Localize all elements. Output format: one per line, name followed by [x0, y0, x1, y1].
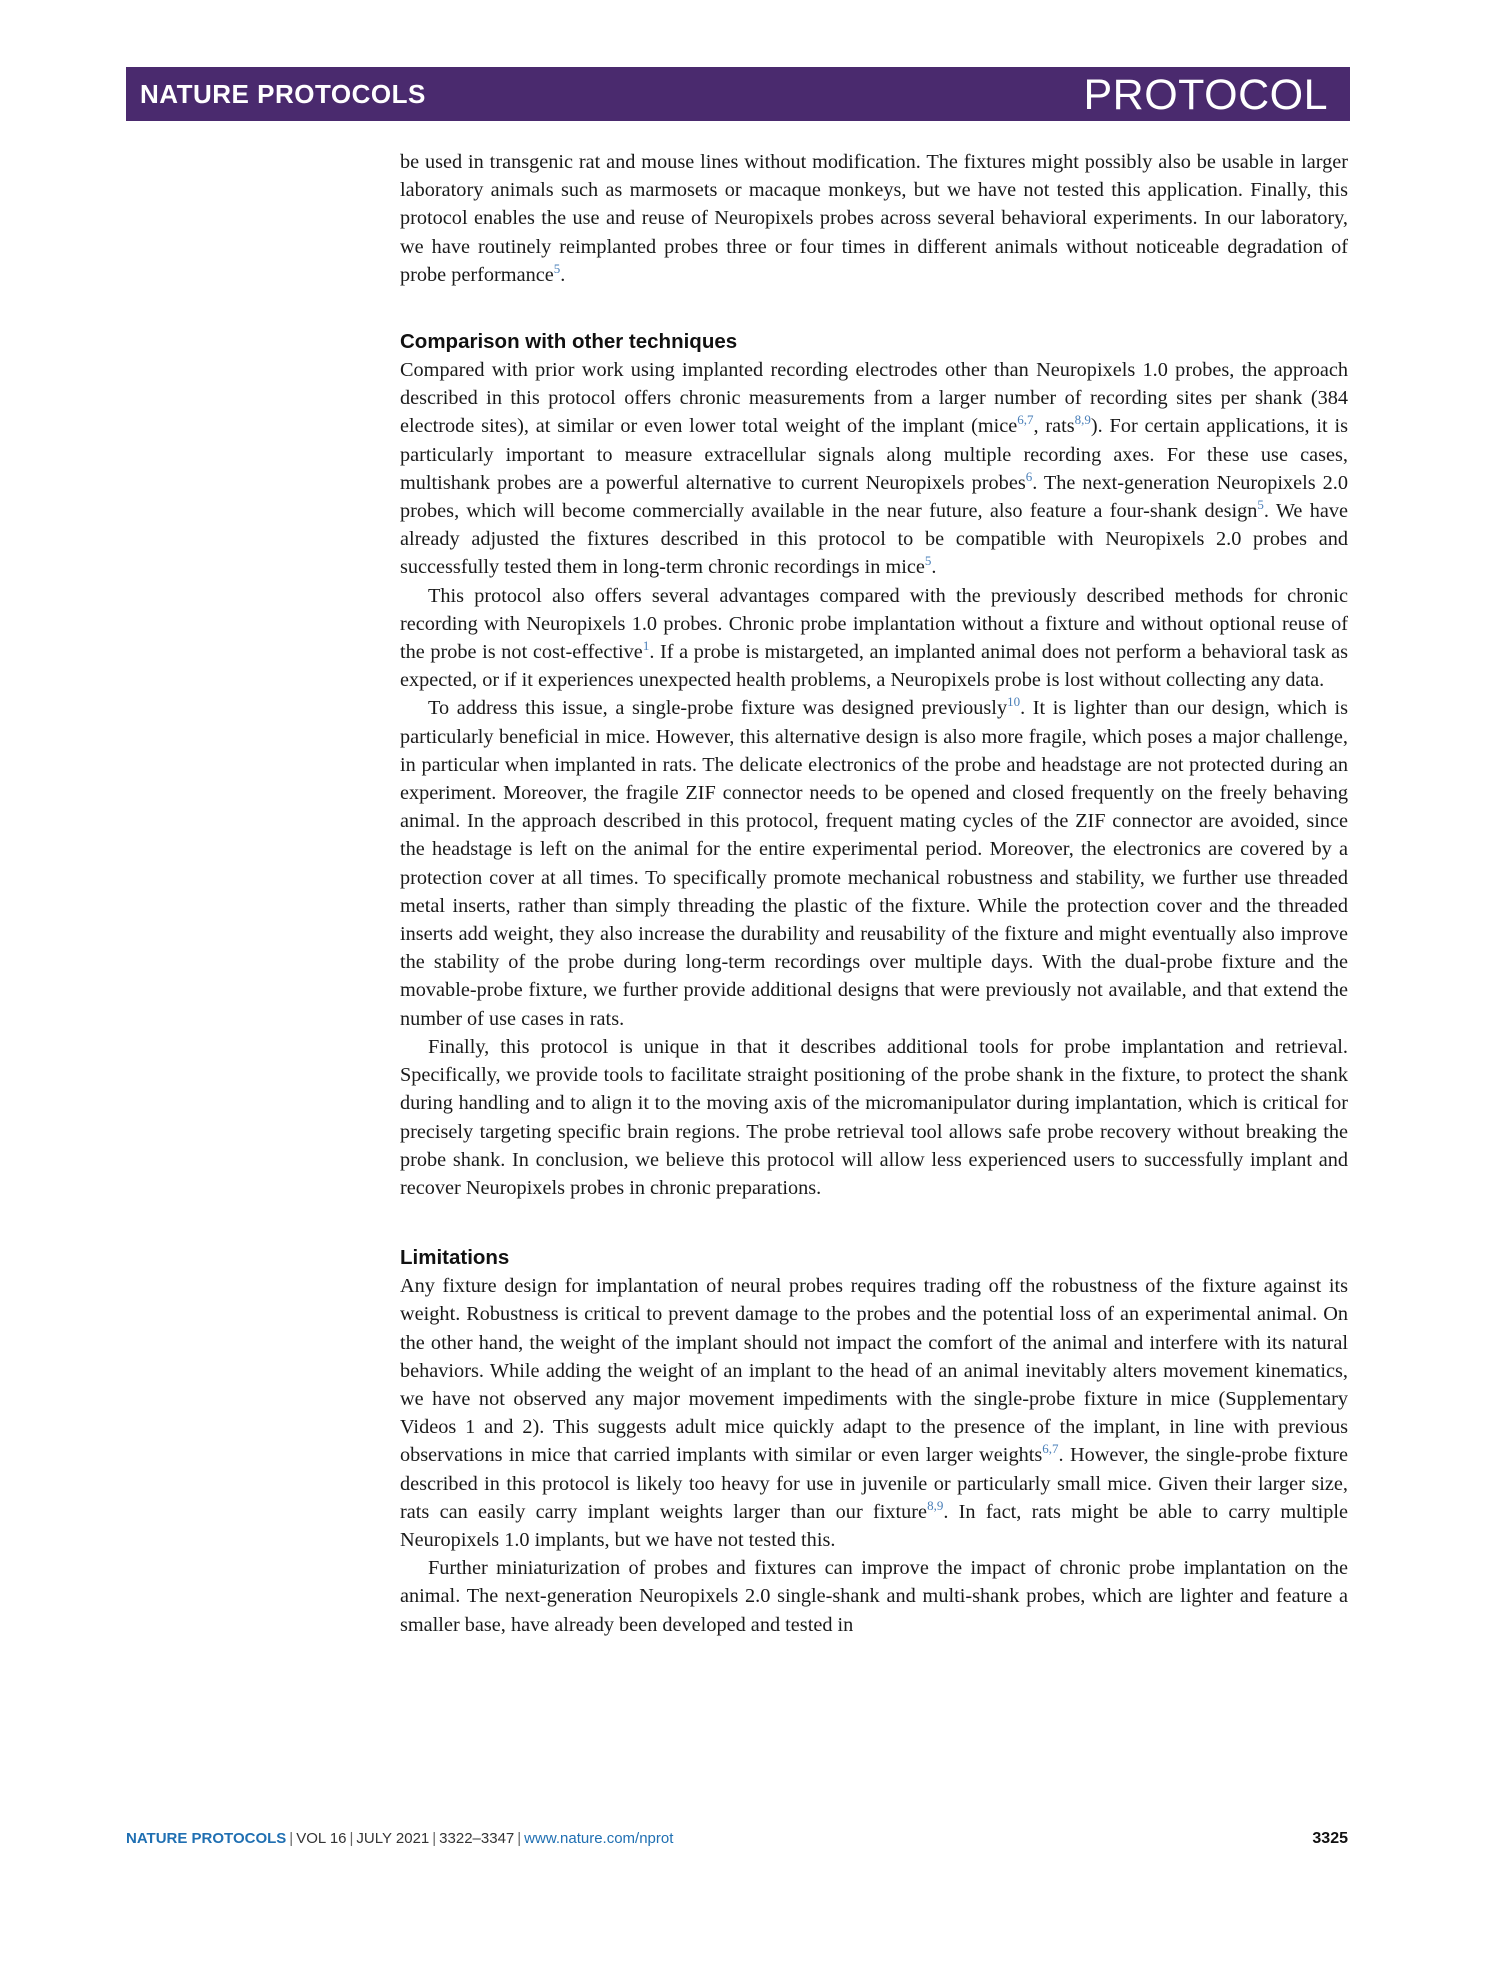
footer-journal: NATURE PROTOCOLS — [126, 1830, 287, 1847]
journal-banner — [126, 67, 1350, 121]
journal-name: NATURE PROTOCOLS — [140, 79, 426, 109]
paragraph: To address this issue, a single-probe fixture was designed previously$^{10}$. It is lighter than our design, which is particularly beneficial in mice. However, this alternative design is also more fragile, which poses a major challenge, in particular when implanted in rats. The delicate electronics of the probe and headstage are not protected during an experiment. Moreover, the fragile ZIF connector needs to be opened and closed frequently on the freely behaving animal. In the approach described in this protocol, frequent mating cycles of the ZIF connector are avoided, since the headstage is left on the animal for the entire experimental period. Moreover, the electronics are covered by a protection cover at all times. To specifically promote mechanical robustness and stability, we further use threaded metal inserts, rather than simply threading the plastic of the fixture. While the protection cover and the threaded inserts add weight, they also increase the durability and reusability of the fixture and might eventually also improve the stability of the probe during long-term recordings over multiple days. With the dual-probe fixture and the movable-probe fixture, we further provide additional designs that were previously not available, and that extend the number of use cases in rats. — [400, 694, 1348, 1030]
reference-link[interactable]: 6,7 — [1042, 1441, 1059, 1457]
footer-date: JULY 2021 — [356, 1830, 430, 1847]
footer-separator: | — [517, 1830, 522, 1847]
reference-link[interactable]: 5 — [553, 260, 561, 276]
reference-link[interactable]: 1 — [642, 638, 650, 654]
reference-link[interactable]: 10 — [1007, 694, 1021, 710]
reference-link[interactable]: 5 — [924, 553, 932, 569]
footer-url-link[interactable]: www.nature.com/nprot — [524, 1830, 674, 1847]
footer-volume: VOL 16 — [296, 1830, 347, 1847]
paragraph: Compared with prior work using implanted recording electrodes other than Neuropixels 1.0 probes, the approach described in this protocol offers chronic measurements from a larger number of recording sites per shank (384 electrode sites), at similar or even lower total weight of the implant (mice$^{6,7}$, rats$^{8,9}$). For certain applications, it is particularly important to measure extracellular signals along multiple recording axes. For these use cases, multishank probes are a powerful alternative to current Neuropixels probes$^6$. The next-generation Neuropixels 2.0 probes, which will become commercially available in the near future, also feature a four-shank design$^5$. We have already adjusted the fixtures described in this protocol to be compatible with Neuropixels 2.0 probes and successfully tested them in long-term chronic recordings in mice$^5$. — [400, 359, 1348, 579]
paragraph: This protocol also offers several advantages compared with the previously described methods for chronic recording with Neuropixels 1.0 probes. Chronic probe implantation without a fixture and without optional reuse of the probe is not cost-effective$^1$. If a probe is mistargeted, an implanted animal does not perform a behavioral task as expected, or if it experiences unexpected health problems, a Neuropixels probe is lost without collecting any data. — [400, 584, 1348, 692]
paragraph: Any fixture design for implantation of neural probes requires trading off the robustness of the fixture against its weight. Robustness is critical to prevent damage to the probes and the potential loss of an experimental animal. On the other hand, the weight of the implant should not impact the comfort of the animal and interfere with its natural behaviors. While adding the weight of an implant to the head of an animal inevitably alters movement kinematics, we have not observed any major movement impediments with the single-probe fixture in mice (Supplementary Videos 1 and 2). This suggests adult mice quickly adapt to the presence of the implant, in line with previous observations in mice that carried implants with similar or even larger weights$^{6,7}$. However, the single-probe fixture described in this protocol is likely too heavy for use in juvenile or particularly small mice. Given their larger size, rats can easily carry implant weights larger than our fixture$^{8,9}$. In fact, rats might be able to carry multiple Neuropixels 1.0 implants, but we have not tested this. — [400, 1275, 1348, 1551]
footer-pages: 3322–3347 — [439, 1830, 515, 1847]
article-body — [400, 148, 1348, 1639]
footer-separator: | — [289, 1830, 294, 1847]
footer-separator: | — [432, 1830, 437, 1847]
footer-separator: | — [349, 1830, 354, 1847]
reference-link[interactable]: 5 — [1257, 497, 1264, 513]
reference-link[interactable]: 8,9 — [1074, 412, 1091, 428]
reference-link[interactable]: 8,9 — [927, 1497, 944, 1513]
paragraph: Further miniaturization of probes and fixtures can improve the impact of chronic probe implantation on the animal. The next-generation Neuropixels 2.0 single-shank and multi-shank probes, which are lighter and feature a smaller base, have already been developed and tested in — [400, 1557, 1348, 1636]
section-heading-comparison: Comparison with other techniques — [400, 330, 738, 354]
page-footer — [126, 1830, 1348, 1847]
section-heading-limitations: Limitations — [400, 1246, 510, 1270]
paragraph: be used in transgenic rat and mouse lines without modification. The fixtures might possibly also be usable in larger laboratory animals such as marmosets or macaque monkeys, but we have not tested this application. Finally, this protocol enables the use and reuse of Neuropixels probes across several behavioral experiments. In our laboratory, we have routinely reimplanted probes three or four times in different animals without noticeable degradation of probe performance$^5$. — [400, 151, 1348, 286]
paragraph: Finally, this protocol is unique in that it describes additional tools for probe implantation and retrieval. Specifically, we provide tools to facilitate straight positioning of the probe shank in the fixture, to protect the shank during handling and to align it to the moving axis of the micromanipulator during implantation, which is critical for precisely targeting specific brain regions. The probe retrieval tool allows safe probe recovery without breaking the probe shank. In conclusion, we believe this protocol will allow less experienced users to successfully implant and recover Neuropixels probes in chronic preparations. — [400, 1035, 1348, 1199]
page-number: 3325 — [1312, 1830, 1348, 1847]
reference-link[interactable]: 6 — [1025, 468, 1033, 484]
article-type: PROTOCOL — [1083, 71, 1328, 119]
reference-link[interactable]: 6,7 — [1017, 412, 1034, 428]
